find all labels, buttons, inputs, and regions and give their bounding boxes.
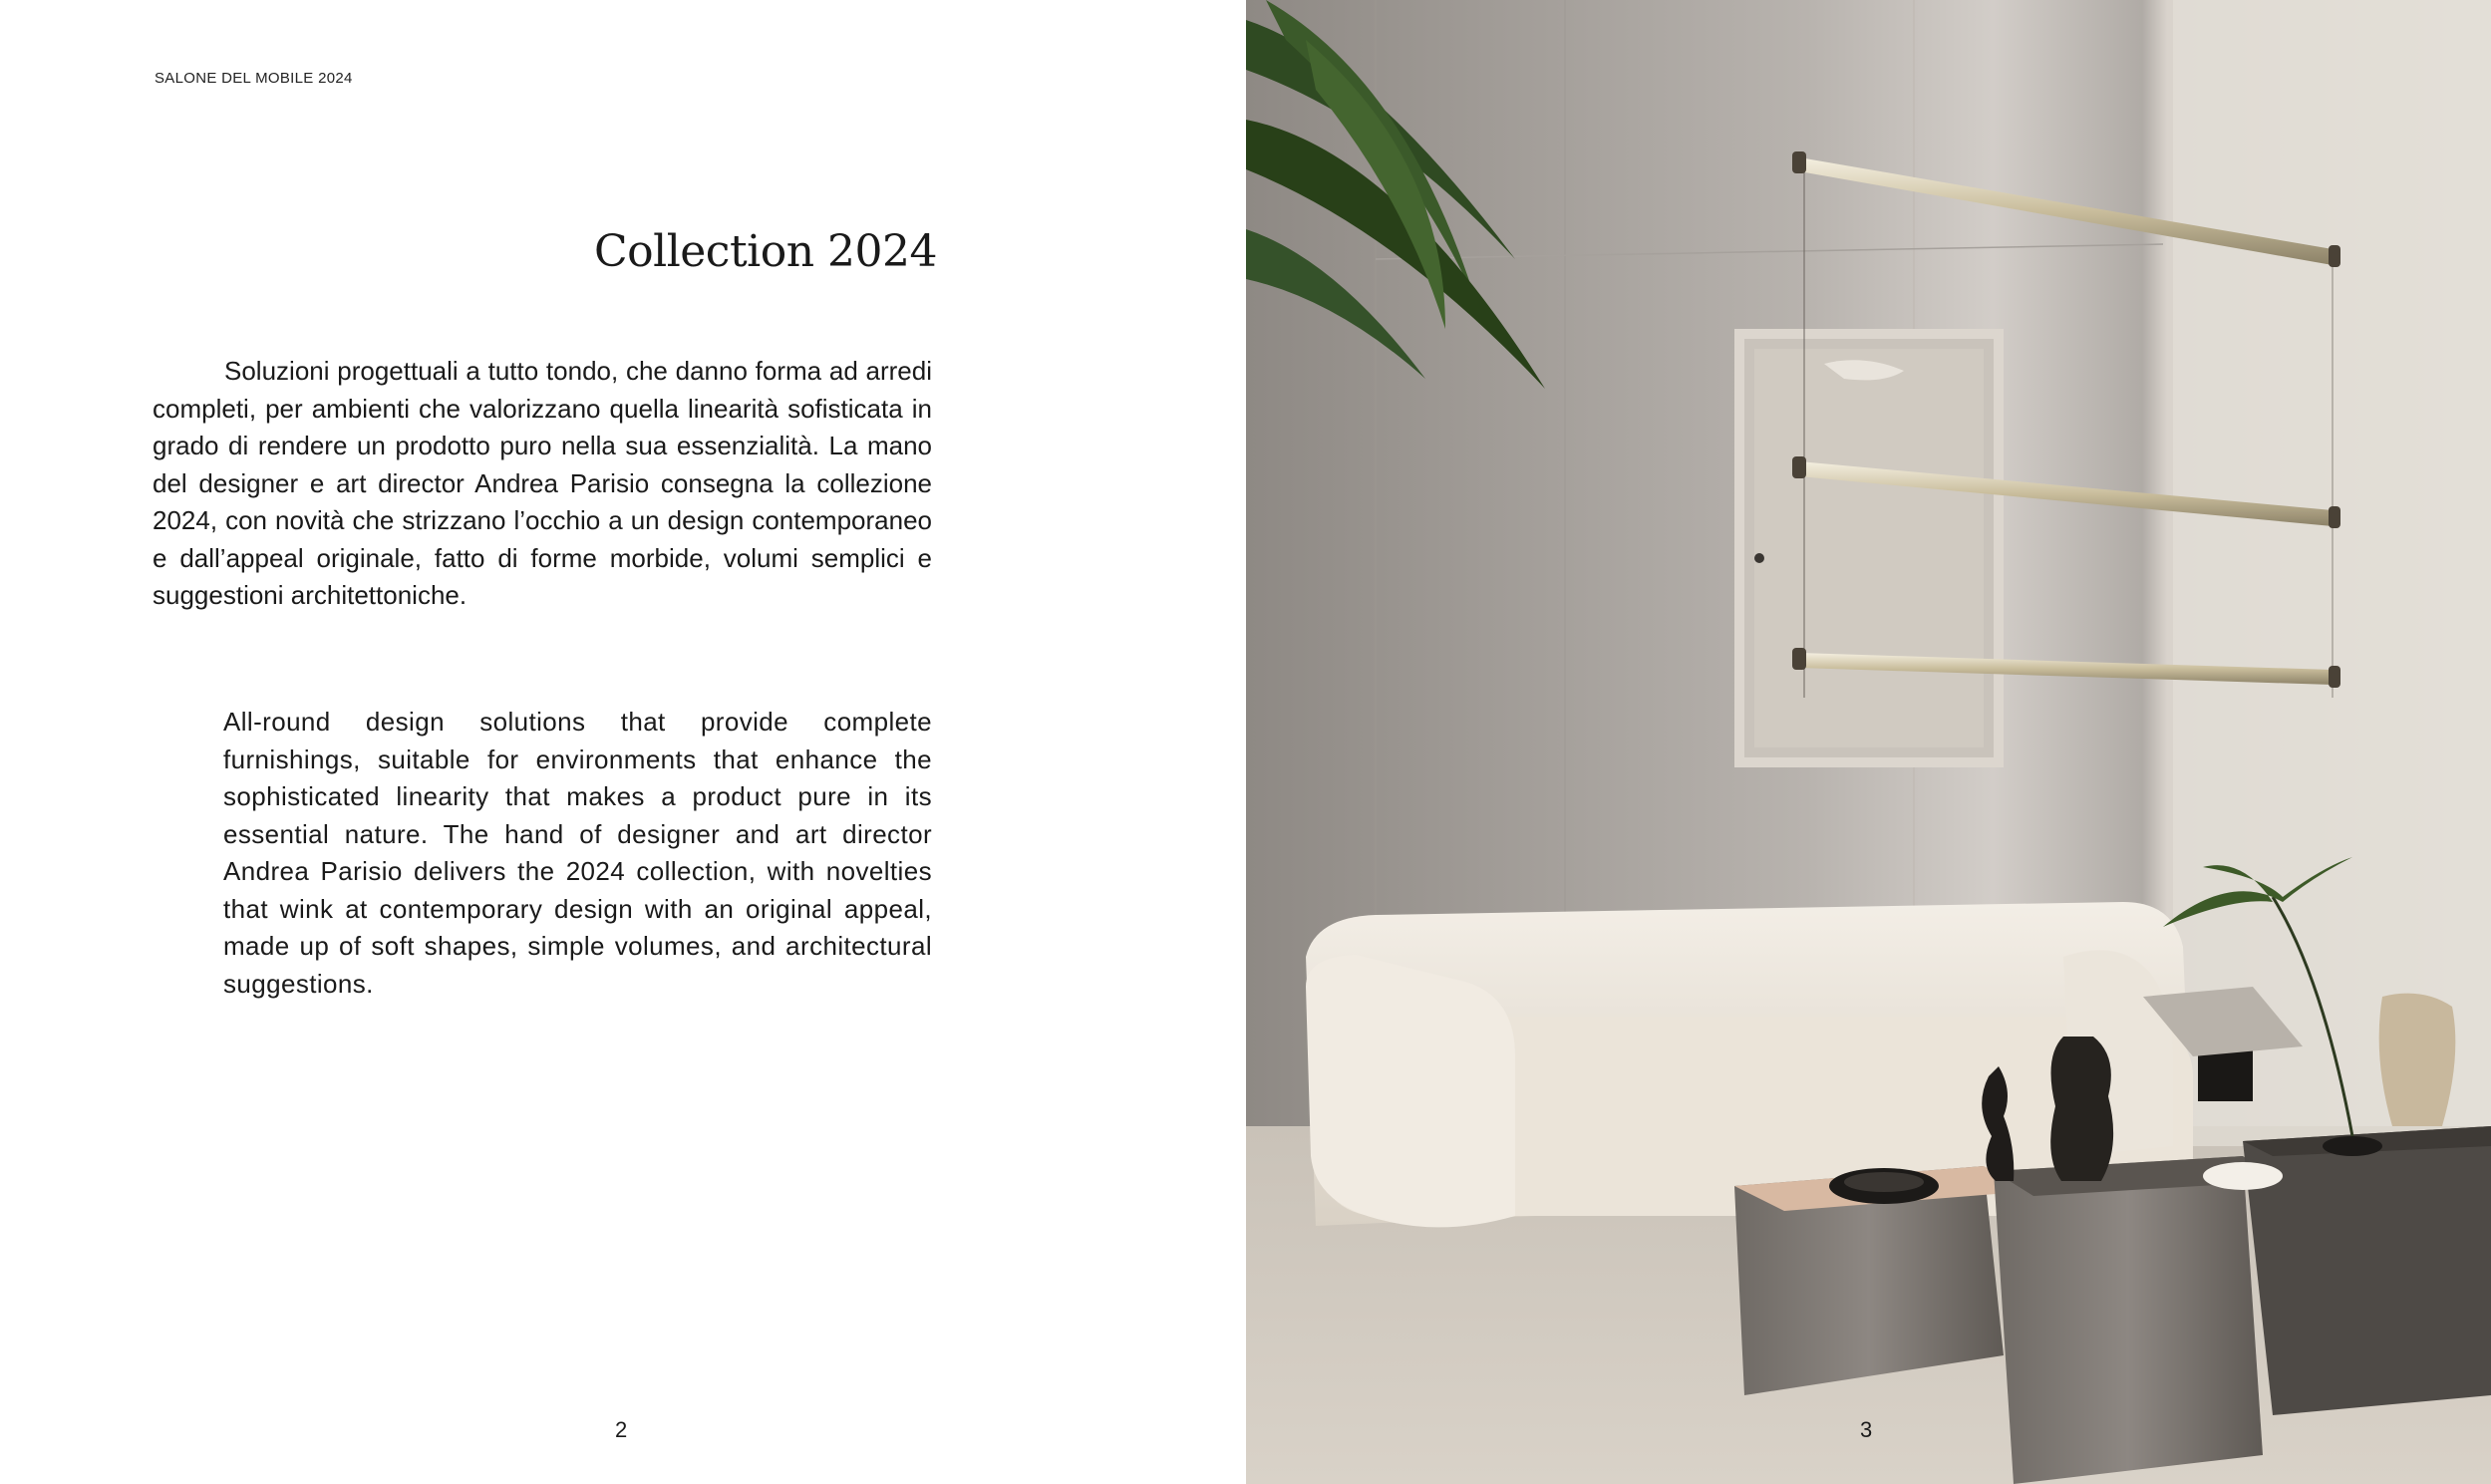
english-paragraph: All-round design solutions that provide complete furnishings, suitable for environments that enhance the sophisticated linearity that makes a product pure in its essential nature. The hand of designer and art director Andrea Parisio delivers the 2024 collection, with novelties that wink at contemporary design with an original appeal, made up of soft shapes, simple volumes, and architectural suggestions.	[223, 707, 932, 999]
header-label: SALONE DEL MOBILE 2024	[155, 70, 353, 87]
page-title: Collection 2024	[593, 226, 937, 278]
page-number-left: 2	[615, 1417, 628, 1442]
wall-artwork	[1739, 334, 1999, 762]
page-number-right: 3	[1860, 1417, 1873, 1442]
interior-photo	[1246, 0, 2491, 1484]
italian-paragraph: Soluzioni progettuali a tutto tondo, che danno forma ad arredi completi, per ambienti che valorizzano quella linearità sofisticata in grado di rendere un prodotto puro nella sua essenzialità. La mano del designer e art director Andrea Parisio consegna la collezione 2024, con novità che strizzano l’occhio a un design contemporaneo e dall’appeal originale, fatto di forme morbide, volumi semplici e suggestioni architettoniche.	[153, 356, 932, 610]
right-page-photo	[1246, 0, 2491, 1484]
